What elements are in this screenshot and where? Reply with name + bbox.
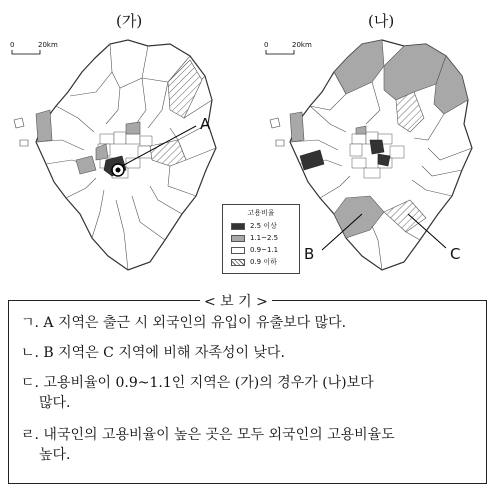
- bogi-item-3: ㄷ. 고용비율이 0.9~1.1인 지역은 (가)의 경우가 (나)보다: [21, 375, 374, 391]
- legend-item: [231, 257, 277, 267]
- map-na-scale-end: 20km: [292, 41, 312, 49]
- map-ga-scale-start: 0: [10, 41, 15, 49]
- legend-swatch-dark: [231, 223, 245, 230]
- map-ga: [12, 40, 216, 270]
- marker-c: C: [450, 245, 461, 263]
- legend-label: 0.9 이하: [250, 258, 277, 266]
- bogi-title: < 보 기 >: [200, 291, 272, 311]
- legend-item: [231, 221, 277, 231]
- map-na-title: (나): [368, 12, 395, 30]
- legend-label: 0.9~1.1: [250, 246, 279, 254]
- marker-b: B: [304, 245, 315, 263]
- map-na-scale-start: 0: [264, 41, 269, 49]
- legend-label: 2.5 이상: [250, 222, 277, 230]
- bogi-item-4-cont: 높다.: [39, 447, 71, 463]
- bogi-box: [8, 300, 487, 484]
- legend-title: 고용비율: [247, 209, 275, 217]
- legend-item: [231, 233, 278, 243]
- legend-label: 1.1~2.5: [250, 234, 279, 242]
- legend: [222, 204, 300, 274]
- bogi-item-2: ㄴ. B 지역은 C 지역에 비해 자족성이 낮다.: [21, 345, 285, 361]
- legend-swatch-hatch: [231, 259, 245, 266]
- legend-item: [231, 245, 278, 255]
- bogi-item-4: ㄹ. 내국인의 고용비율이 높은 곳은 모두 외국인의 고용비율도: [21, 427, 395, 443]
- map-ga-scale-end: 20km: [38, 41, 58, 49]
- map-ga-title: (가): [116, 12, 143, 30]
- bogi-item-1: ㄱ. A 지역은 출근 시 외국인의 유입이 유출보다 많다.: [21, 315, 347, 331]
- bogi-item-3-cont: 많다.: [39, 395, 71, 411]
- legend-swatch-grey: [231, 235, 245, 242]
- legend-swatch-white: [231, 247, 245, 254]
- marker-a: A: [200, 115, 211, 133]
